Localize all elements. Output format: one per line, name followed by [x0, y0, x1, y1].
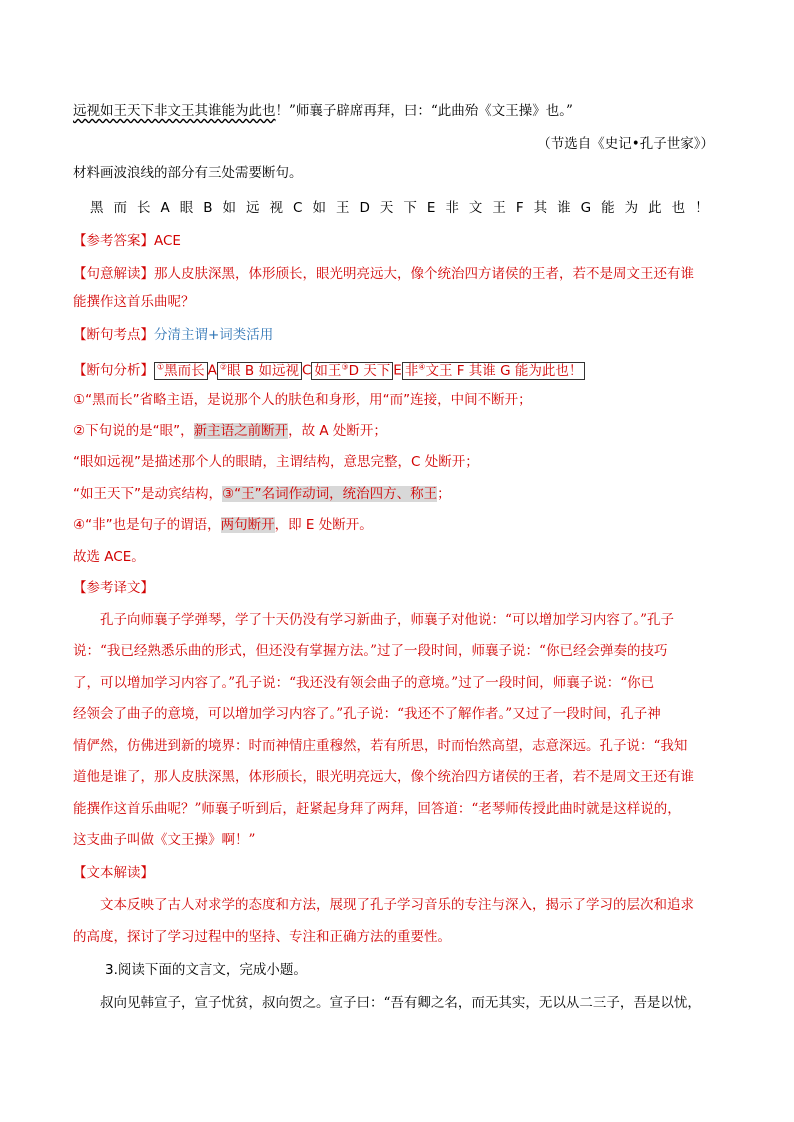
interpretation-line: 的高度，探讨了学习过程中的坚持、专注和正确方法的重要性。 — [73, 929, 451, 945]
source-citation: （节选自《史记•孔子世家》） — [537, 136, 714, 152]
segment-box-4: 非④文王 F 其谁 G 能为此也！ — [402, 362, 586, 380]
translation-label: 【参考译文】 — [73, 580, 154, 596]
analysis-point-1: ①“黑而长”省略主语，是说那个人的肤色和身形，用“而”连接，中间不断开； — [73, 392, 532, 408]
analysis-line: 【断句分析】 ①黑而长 A ②眼 B 如远视 C 如王③D 天下 E 非④文王 F 其谁 G 能为此也！ — [73, 357, 728, 381]
passage-top-line — [73, 101, 728, 121]
translation-line: 经领会了曲子的意境，可以增加学习内容了。”孔子说：“我还不了解作者。”又过了一段时间，孔子神 — [73, 706, 661, 722]
analysis-point-3: “眼如远视”是描述那个人的眼睛，主谓结构，意思完整，C 处断开； — [73, 454, 479, 470]
instruction-text: 材料画波浪线的部分有三处需要断句。 — [73, 165, 303, 181]
meaning-line-1: 【句意解读】那人皮肤深黑，体形颀长，眼光明亮远大，像个统治四方诸侯的王者，若不是周文王还有谁 — [73, 266, 694, 282]
passage-text: ！”师襄子辟席再拜，曰：“此曲殆《文王操》也。” — [275, 103, 573, 119]
segment-box-2: ②眼 B 如远视 — [217, 362, 302, 380]
translation-line: 能撰作这首乐曲呢？”师襄子听到后，赶紧起身拜了两拜，回答道：“老琴师传授此曲时就是这样说的， — [73, 801, 681, 817]
translation-line: 了，可以增加学习内容了。”孔子说：“我还没有领会曲子的意境。”过了一段时间，师襄子说：“你已 — [73, 675, 655, 691]
interpretation-line: 文本反映了古人对求学的态度和方法，展现了孔子学习音乐的专注与深入，揭示了学习的层次和追求 — [100, 897, 694, 913]
interpretation-label: 【文本解读】 — [73, 865, 154, 881]
conclusion-text: 故选 ACE。 — [73, 549, 145, 565]
analysis-point-5: ④“非”也是句子的谓语，两句断开，即 E 处断开。 — [73, 517, 373, 533]
analysis-point-4: “如王天下”是动宾结构，③“王”名词作动词，统治四方、称王； — [73, 486, 451, 502]
segment-box-1: ①黑而长 — [154, 362, 208, 380]
translation-line: 孔子向师襄子学弹琴，学了十天仍没有学习新曲子，师襄子对他说：“可以增加学习内容了。”孔子 — [100, 612, 675, 628]
options-line: 黑 而 长 A 眼 B 如 远 视 C 如 王 D 天 下 E 非 文 王 F 其 谁 G 能 为 此 也 ！ — [90, 200, 709, 216]
analysis-point-2: ②下句说的是“眼”，新主语之前断开，故 A 处断开； — [73, 423, 387, 439]
passage-line: 叔向见韩宣子，宣子忧贫，叔向贺之。宣子曰：“吾有卿之名，而无其实，无以从二三子，吾是以忧， — [100, 995, 701, 1011]
segment-box-3: 如王③D 天下 — [311, 362, 393, 380]
answer-line: 【参考答案】ACE — [73, 233, 181, 249]
meaning-line-2: 能撰作这首乐曲呢？ — [73, 294, 195, 310]
test-point-line: 【断句考点】分清主谓+词类活用 — [73, 327, 274, 343]
translation-line: 道他是谁了，那人皮肤深黑，体形颀长，眼光明亮远大，像个统治四方诸侯的王者，若不是周文王还有谁 — [73, 769, 694, 785]
translation-line: 情俨然，仿佛进到新的境界：时而神情庄重穆然，若有所思，时而怡然高望，志意深远。孔子说：“我知 — [73, 738, 688, 754]
translation-line: 这支曲子叫做《文王操》啊！” — [73, 832, 256, 848]
wavy-underlined-text: 远视如王天下非文王其谁能为此也 — [73, 103, 276, 119]
question-3-heading: 3.阅读下面的文言文，完成小题。 — [105, 962, 307, 978]
translation-line: 说：“我已经熟悉乐曲的形式，但还没有掌握方法。”过了一段时间，师襄子说：“你已经会弹奏的技巧 — [73, 643, 668, 659]
